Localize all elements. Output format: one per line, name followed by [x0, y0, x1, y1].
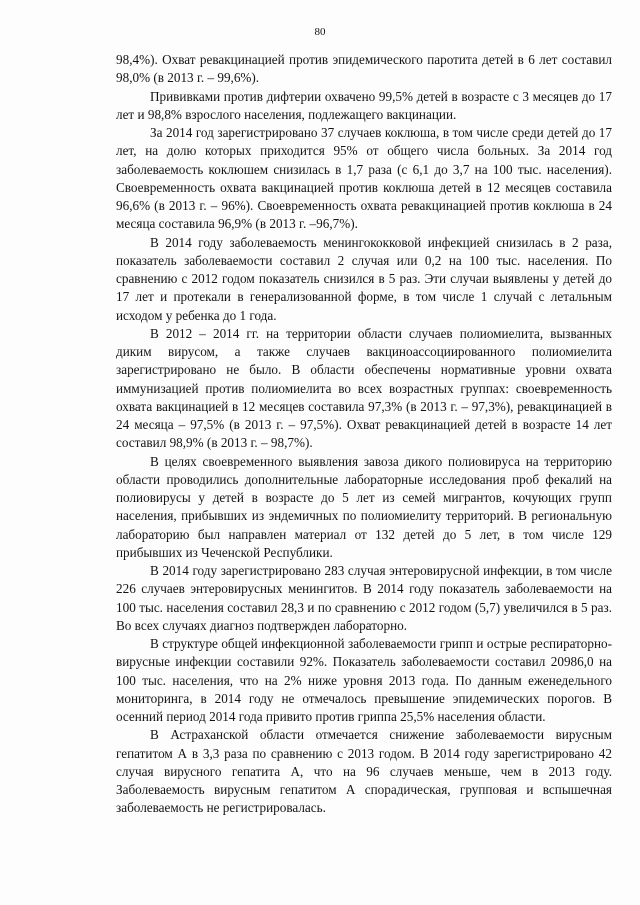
paragraph-enterovirus: В 2014 году зарегистрировано 283 случая энтеровирусной инфекции, в том числе 226 случаев энтеровирусных менингитов. В 2014 году показатель заболеваемости на 100 тыс. населения составил 28,3 и по сравнению с 2012 годом (5,7) увеличился в 5 раз. Во всех случаях диагноз подтвержден лабораторно.	[116, 563, 612, 633]
page-number: 80	[314, 26, 326, 38]
paragraph-influenza: В структуре общей инфекционной заболеваемости грипп и острые респираторно-вирусные инфекции составили 92%. Показатель заболеваемости составил 20986,0 на 100 тыс. населения, что на 2% ниже уровня 2013 года. По данным еженедельного мониторинга, в 2014 году не отмечалось превышение эпидемических порогов. В осенний период 2014 года привито против гриппа 25,5% населения области.	[116, 636, 612, 724]
page-body	[116, 51, 612, 818]
paragraph-mumps-revaccination: 98,4%). Охват ревакцинацией против эпидемического паротита детей в 6 лет составил 98,0% (в 2013 г. – 99,6%).	[116, 52, 612, 86]
paragraph-diphtheria: Прививками против дифтерии охвачено 99,5% детей в возрасте с 3 месяцев до 17 лет и 98,8% взрослого населения, подлежащего вакцинации.	[116, 88, 612, 122]
paragraph-hepatitis-a: В Астраханской области отмечается снижение заболеваемости вирусным гепатитом А в 3,3 раза по сравнению с 2013 годом. В 2014 году зарегистрировано 42 случая вирусного гепатита А, что на 96 случаев меньше, чем в 2013 году. Заболеваемость вирусным гепатитом А спорадическая, групповая и вспышечная заболеваемость не регистрировалась.	[116, 727, 612, 816]
paragraph-meningococcal: В 2014 году заболеваемость менингококковой инфекцией снизилась в 2 раза, показатель заболеваемости составил 2 случая или 0,2 на 100 тыс. населения. По сравнению с 2012 годом показатель снизился в 5 раз. Эти случаи выявлены у детей до 17 лет и протекали в генерализованной форме, в том числе 1 случай с летальным исходом у ребенка до 1 года.	[116, 234, 612, 323]
paragraph-polio-surveillance: В целях своевременного выявления завоза дикого полиовируса на территорию области проводились дополнительные лабораторные исследования проб фекалий на полиовирусы у детей в возрасте до 5 лет из семей мигрантов, кочующих групп населения, прибывших из эндемичных по полиомиелиту территорий. В региональную лабораторию был направлен материал от 132 детей до 5 лет, в том числе 129 прибывших из Чеченской Республики.	[116, 453, 612, 560]
paragraph-polio: В 2012 – 2014 гг. на территории области случаев полиомиелита, вызванных диким вирусом, а также случаев вакциноассоциированного полиомиелита зарегистрировано не было. В области обеспечены нормативные уровни охвата иммунизацией против полиомиелита во всех возрастных группах: своевременность охвата вакцинацией в 12 месяцев составила 97,3% (в 2013 г. – 97,3%), ревакцинацией в 24 месяца – 97,5% (в 2013 г. – 97,5%). Охват ревакцинацией детей в возрасте 14 лет составил 98,9% (в 2013 г. – 98,7%).	[116, 325, 612, 451]
paragraph-pertussis: За 2014 год зарегистрировано 37 случаев коклюша, в том числе среди детей до 17 лет, на долю которых приходится 95% от общего числа больных. За 2014 год заболеваемость коклюшем снизилась в 1,7 раза (с 6,1 до 3,7 на 100 тыс. населения). Своевременность охвата вакцинацией против коклюша детей в 12 месяцев составила 96,6% (в 2013 г. – 96%). Своевременность охвата ревакцинацией против коклюша в 24 месяца составила 96,9% (в 2013 г. –96,7%).	[116, 125, 612, 232]
